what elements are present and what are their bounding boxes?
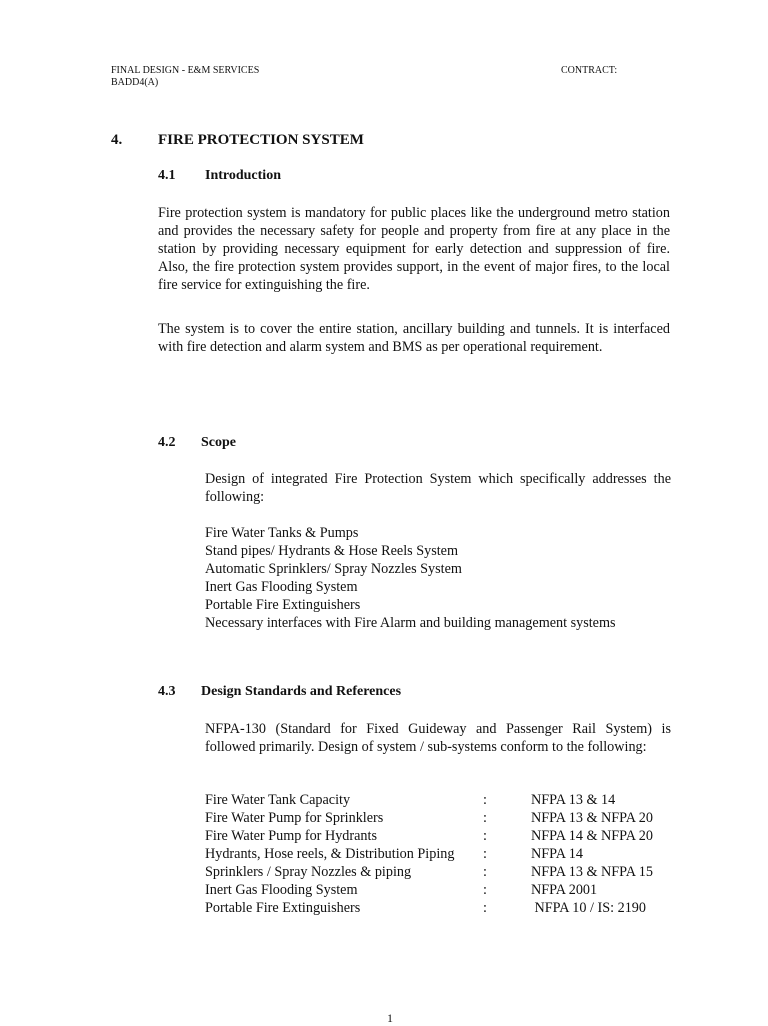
standards-number: 4.3 — [158, 684, 176, 699]
separator: : — [483, 864, 487, 880]
section-number: 4. — [111, 132, 123, 148]
scope-lead — [205, 470, 671, 506]
standard-item: Fire Water Tank Capacity — [205, 792, 351, 808]
standard-item: Hydrants, Hose reels, & Distribution Piping — [205, 846, 455, 862]
table-row — [205, 899, 675, 917]
intro-paragraph-1-text: Fire protection system is mandatory for public places like the underground metro station and provides the necessary safety for people and property from fire at any place in the station by providing necessary equipment for early detection and suppression of fire. Also, the fire protection system provides support, in the event of major fires, to the local fire service for extinguishing the fire. — [158, 205, 670, 293]
scope-lead-text: Design of integrated Fire Protection System which specifically addresses the following: — [205, 471, 671, 505]
scope-number: 4.2 — [158, 435, 176, 450]
header-project: FINAL DESIGN - E&M SERVICES — [111, 65, 260, 76]
intro-paragraph-2 — [158, 320, 670, 356]
standards-table — [205, 791, 675, 921]
intro-number: 4.1 — [158, 168, 176, 183]
scope-list — [205, 524, 616, 632]
standards-lead — [205, 720, 671, 756]
table-row — [205, 827, 675, 845]
standard-reference: NFPA 10 / IS: 2190 — [531, 900, 646, 916]
standard-reference: NFPA 13 & NFPA 15 — [531, 864, 653, 880]
standard-item: Fire Water Pump for Sprinklers — [205, 810, 384, 826]
table-row — [205, 845, 675, 863]
table-row — [205, 791, 675, 809]
standards-lead-text: NFPA-130 (Standard for Fixed Guideway and Passenger Rail System) is followed primarily. Design of system / sub-systems conform to the following: — [205, 721, 671, 755]
standard-reference: NFPA 13 & NFPA 20 — [531, 810, 653, 826]
separator: : — [483, 792, 487, 808]
standard-reference: NFPA 13 & 14 — [531, 792, 616, 808]
list-item: Portable Fire Extinguishers — [205, 597, 361, 613]
standards-title: Design Standards and References — [201, 684, 402, 699]
table-row — [205, 863, 675, 881]
separator: : — [483, 882, 487, 898]
table-row — [205, 881, 675, 899]
intro-paragraph-2-text: The system is to cover the entire station, ancillary building and tunnels. It is interfaced with fire detection and alarm system and BMS as per operational requirement. — [158, 321, 670, 355]
standard-item: Sprinklers / Spray Nozzles & piping — [205, 864, 412, 880]
separator: : — [483, 828, 487, 844]
header-contract: CONTRACT: — [561, 65, 618, 76]
list-item: Inert Gas Flooding System — [205, 579, 358, 595]
standard-item: Fire Water Pump for Hydrants — [205, 828, 377, 844]
scope-title: Scope — [201, 435, 236, 450]
intro-paragraph-1 — [158, 204, 670, 294]
standard-reference: NFPA 14 — [531, 846, 583, 862]
list-item: Necessary interfaces with Fire Alarm and building management systems — [205, 615, 616, 631]
standard-item: Portable Fire Extinguishers — [205, 900, 361, 916]
separator: : — [483, 846, 487, 862]
list-item: Fire Water Tanks & Pumps — [205, 525, 359, 541]
standard-reference: NFPA 14 & NFPA 20 — [531, 828, 653, 844]
separator: : — [483, 900, 487, 916]
standard-reference: NFPA 2001 — [531, 882, 598, 898]
table-row — [205, 809, 675, 827]
section-title: FIRE PROTECTION SYSTEM — [158, 132, 364, 148]
separator: : — [483, 810, 487, 826]
standard-item: Inert Gas Flooding System — [205, 882, 358, 898]
list-item: Automatic Sprinklers/ Spray Nozzles System — [205, 561, 462, 577]
header-code: BADD4(A) — [111, 77, 159, 88]
intro-title: Introduction — [205, 168, 281, 183]
list-item: Stand pipes/ Hydrants & Hose Reels System — [205, 543, 458, 559]
header-left — [111, 65, 259, 89]
page-number: 1 — [387, 1011, 393, 1025]
